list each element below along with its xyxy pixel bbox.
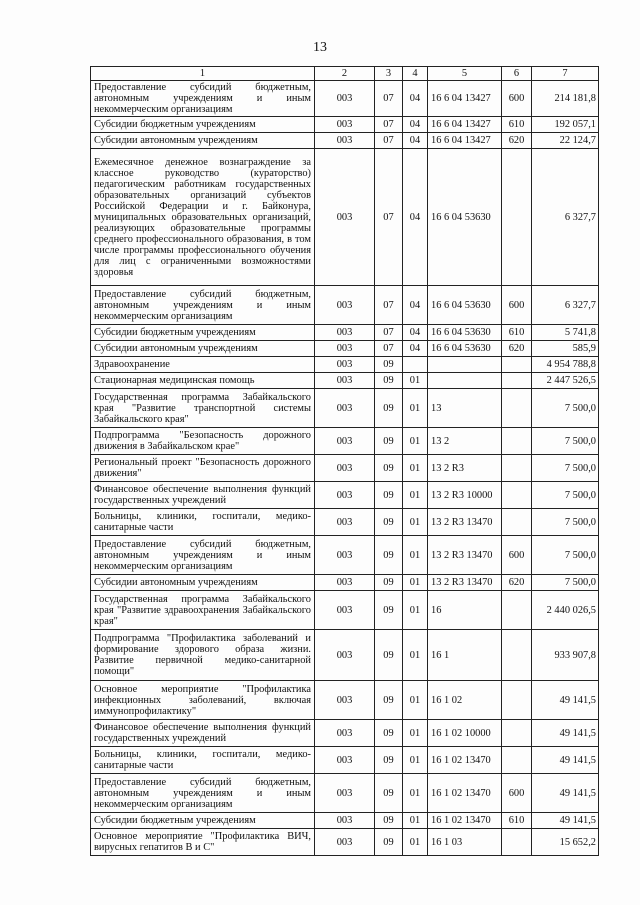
- subsection-code-cell: 01: [403, 630, 428, 681]
- amount-cell: 15 652,2: [532, 829, 599, 856]
- item-name-cell: Предоставление субсидий бюджетным, автономным учреждениям и иным некоммерческим организациям: [91, 81, 315, 117]
- ministry-code-cell: 003: [315, 720, 375, 747]
- expense-type-code-cell: 610: [502, 117, 532, 133]
- item-name-cell: Предоставление субсидий бюджетным, автономным учреждениям и иным некоммерческим организациям: [91, 774, 315, 813]
- target-article-code-cell: 16 6 04 53630: [428, 149, 502, 286]
- header-col-1: 1: [91, 67, 315, 81]
- table-row: [91, 575, 599, 591]
- section-code-cell: 07: [375, 286, 403, 325]
- amount-cell: 5 741,8: [532, 325, 599, 341]
- subsection-code-cell: 04: [403, 325, 428, 341]
- subsection-code-cell: 04: [403, 81, 428, 117]
- table-row: [91, 509, 599, 536]
- ministry-code-cell: 003: [315, 325, 375, 341]
- ministry-code-cell: 003: [315, 286, 375, 325]
- expense-type-code-cell: [502, 630, 532, 681]
- expense-type-code-cell: [502, 455, 532, 482]
- table-row: [91, 720, 599, 747]
- target-article-code-cell: 13 2 R3 10000: [428, 482, 502, 509]
- target-article-code-cell: 16 1 02 13470: [428, 813, 502, 829]
- expense-type-code-cell: [502, 829, 532, 856]
- target-article-code-cell: 16 6 04 13427: [428, 117, 502, 133]
- item-name-cell: Стационарная медицинская помощь: [91, 373, 315, 389]
- target-article-code-cell: 13 2 R3 13470: [428, 575, 502, 591]
- header-col-7: 7: [532, 67, 599, 81]
- section-code-cell: 09: [375, 774, 403, 813]
- subsection-code-cell: 04: [403, 133, 428, 149]
- table-row: [91, 341, 599, 357]
- amount-cell: 22 124,7: [532, 133, 599, 149]
- ministry-code-cell: 003: [315, 455, 375, 482]
- amount-cell: 2 447 526,5: [532, 373, 599, 389]
- item-name-cell: Финансовое обеспечение выполнения функций государственных учреждений: [91, 720, 315, 747]
- subsection-code-cell: 04: [403, 149, 428, 286]
- item-name-cell: Подпрограмма "Безопасность дорожного движения в Забайкальском крае": [91, 428, 315, 455]
- subsection-code-cell: 01: [403, 681, 428, 720]
- table-row: [91, 591, 599, 630]
- amount-cell: 2 440 026,5: [532, 591, 599, 630]
- target-article-code-cell: [428, 357, 502, 373]
- item-name-cell: Основное мероприятие "Профилактика инфекционных заболеваний, включая иммунопрофилактику": [91, 681, 315, 720]
- expense-type-code-cell: [502, 428, 532, 455]
- subsection-code-cell: 01: [403, 591, 428, 630]
- ministry-code-cell: 003: [315, 81, 375, 117]
- amount-cell: 7 500,0: [532, 482, 599, 509]
- item-name-cell: Субсидии автономным учреждениям: [91, 133, 315, 149]
- table-row: [91, 428, 599, 455]
- target-article-code-cell: 16 6 04 13427: [428, 133, 502, 149]
- target-article-code-cell: 13 2 R3 13470: [428, 536, 502, 575]
- section-code-cell: 09: [375, 389, 403, 428]
- item-name-cell: Предоставление субсидий бюджетным, автономным учреждениям и иным некоммерческим организациям: [91, 286, 315, 325]
- amount-cell: 49 141,5: [532, 774, 599, 813]
- expense-type-code-cell: 620: [502, 341, 532, 357]
- expense-type-code-cell: [502, 482, 532, 509]
- section-code-cell: 07: [375, 149, 403, 286]
- expense-type-code-cell: 620: [502, 575, 532, 591]
- target-article-code-cell: 16 6 04 53630: [428, 341, 502, 357]
- item-name-cell: Предоставление субсидий бюджетным, автономным учреждениям и иным некоммерческим организациям: [91, 536, 315, 575]
- section-code-cell: 09: [375, 630, 403, 681]
- section-code-cell: 09: [375, 373, 403, 389]
- subsection-code-cell: 01: [403, 455, 428, 482]
- expense-type-code-cell: [502, 681, 532, 720]
- item-name-cell: Государственная программа Забайкальского края "Развитие здравоохранения Забайкальского края": [91, 591, 315, 630]
- ministry-code-cell: 003: [315, 341, 375, 357]
- section-code-cell: 09: [375, 428, 403, 455]
- target-article-code-cell: 16 6 04 13427: [428, 81, 502, 117]
- ministry-code-cell: 003: [315, 536, 375, 575]
- table-row: [91, 373, 599, 389]
- item-name-cell: Субсидии бюджетным учреждениям: [91, 813, 315, 829]
- table-row: [91, 536, 599, 575]
- subsection-code-cell: 04: [403, 117, 428, 133]
- header-col-6: 6: [502, 67, 532, 81]
- expense-type-code-cell: 610: [502, 813, 532, 829]
- target-article-code-cell: [428, 373, 502, 389]
- section-code-cell: 07: [375, 81, 403, 117]
- section-code-cell: 09: [375, 509, 403, 536]
- amount-cell: 7 500,0: [532, 389, 599, 428]
- subsection-code-cell: 01: [403, 509, 428, 536]
- expense-type-code-cell: 620: [502, 133, 532, 149]
- table-header-row: [91, 67, 599, 81]
- amount-cell: 7 500,0: [532, 536, 599, 575]
- ministry-code-cell: 003: [315, 747, 375, 774]
- subsection-code-cell: 01: [403, 373, 428, 389]
- subsection-code-cell: 01: [403, 536, 428, 575]
- section-code-cell: 09: [375, 357, 403, 373]
- ministry-code-cell: 003: [315, 774, 375, 813]
- ministry-code-cell: 003: [315, 149, 375, 286]
- amount-cell: 214 181,8: [532, 81, 599, 117]
- expense-type-code-cell: [502, 747, 532, 774]
- ministry-code-cell: 003: [315, 373, 375, 389]
- item-name-cell: Субсидии автономным учреждениям: [91, 575, 315, 591]
- target-article-code-cell: 16 1 03: [428, 829, 502, 856]
- table-row: [91, 829, 599, 856]
- amount-cell: 933 907,8: [532, 630, 599, 681]
- table-row: [91, 747, 599, 774]
- target-article-code-cell: 16: [428, 591, 502, 630]
- ministry-code-cell: 003: [315, 575, 375, 591]
- table-row: [91, 630, 599, 681]
- target-article-code-cell: 16 6 04 53630: [428, 325, 502, 341]
- section-code-cell: 09: [375, 813, 403, 829]
- expense-type-code-cell: 600: [502, 81, 532, 117]
- table-row: [91, 117, 599, 133]
- section-code-cell: 09: [375, 829, 403, 856]
- ministry-code-cell: 003: [315, 630, 375, 681]
- subsection-code-cell: [403, 357, 428, 373]
- item-name-cell: Ежемесячное денежное вознаграждение за классное руководство (кураторство) педагогическим работникам государственных образовательных организаций субъектов Российской Федерации и г. Байконура, муниципальных образовательных организаций, реализующих образовательные программы среднего профессионального образования, в том числе программы профессионального обучения для лиц с ограниченными возможностями здоровья: [91, 149, 315, 286]
- header-col-4: 4: [403, 67, 428, 81]
- ministry-code-cell: 003: [315, 591, 375, 630]
- target-article-code-cell: 16 1: [428, 630, 502, 681]
- target-article-code-cell: 13 2 R3 13470: [428, 509, 502, 536]
- subsection-code-cell: 04: [403, 341, 428, 357]
- target-article-code-cell: 13 2: [428, 428, 502, 455]
- expense-type-code-cell: [502, 357, 532, 373]
- amount-cell: 585,9: [532, 341, 599, 357]
- section-code-cell: 07: [375, 341, 403, 357]
- expense-type-code-cell: [502, 373, 532, 389]
- expense-type-code-cell: [502, 720, 532, 747]
- ministry-code-cell: 003: [315, 482, 375, 509]
- subsection-code-cell: 01: [403, 389, 428, 428]
- amount-cell: 7 500,0: [532, 455, 599, 482]
- item-name-cell: Субсидии бюджетным учреждениям: [91, 325, 315, 341]
- section-code-cell: 07: [375, 133, 403, 149]
- ministry-code-cell: 003: [315, 681, 375, 720]
- section-code-cell: 09: [375, 720, 403, 747]
- expense-type-code-cell: [502, 591, 532, 630]
- expense-type-code-cell: 600: [502, 286, 532, 325]
- amount-cell: 7 500,0: [532, 428, 599, 455]
- item-name-cell: Больницы, клиники, госпитали, медико-санитарные части: [91, 747, 315, 774]
- item-name-cell: Финансовое обеспечение выполнения функций государственных учреждений: [91, 482, 315, 509]
- section-code-cell: 07: [375, 325, 403, 341]
- table-row: [91, 286, 599, 325]
- ministry-code-cell: 003: [315, 509, 375, 536]
- item-name-cell: Региональный проект "Безопасность дорожного движения": [91, 455, 315, 482]
- target-article-code-cell: 16 6 04 53630: [428, 286, 502, 325]
- item-name-cell: Подпрограмма "Профилактика заболеваний и формирование здорового образа жизни. Развитие первичной медико-санитарной помощи": [91, 630, 315, 681]
- amount-cell: 192 057,1: [532, 117, 599, 133]
- expense-type-code-cell: [502, 149, 532, 286]
- item-name-cell: Основное мероприятие "Профилактика ВИЧ, вирусных гепатитов В и С": [91, 829, 315, 856]
- section-code-cell: 09: [375, 536, 403, 575]
- ministry-code-cell: 003: [315, 117, 375, 133]
- expense-type-code-cell: [502, 389, 532, 428]
- ministry-code-cell: 003: [315, 357, 375, 373]
- target-article-code-cell: 13: [428, 389, 502, 428]
- table-row: [91, 813, 599, 829]
- subsection-code-cell: 01: [403, 747, 428, 774]
- section-code-cell: 07: [375, 117, 403, 133]
- header-col-3: 3: [375, 67, 403, 81]
- ministry-code-cell: 003: [315, 813, 375, 829]
- section-code-cell: 09: [375, 681, 403, 720]
- table-row: [91, 681, 599, 720]
- target-article-code-cell: 16 1 02 13470: [428, 747, 502, 774]
- expense-type-code-cell: 610: [502, 325, 532, 341]
- table-row: [91, 455, 599, 482]
- amount-cell: 49 141,5: [532, 720, 599, 747]
- section-code-cell: 09: [375, 747, 403, 774]
- expense-type-code-cell: [502, 509, 532, 536]
- ministry-code-cell: 003: [315, 428, 375, 455]
- expense-type-code-cell: 600: [502, 774, 532, 813]
- header-col-5: 5: [428, 67, 502, 81]
- amount-cell: 49 141,5: [532, 681, 599, 720]
- expense-type-code-cell: 600: [502, 536, 532, 575]
- section-code-cell: 09: [375, 455, 403, 482]
- amount-cell: 6 327,7: [532, 149, 599, 286]
- amount-cell: 7 500,0: [532, 509, 599, 536]
- table-row: [91, 774, 599, 813]
- table-row: [91, 149, 599, 286]
- subsection-code-cell: 01: [403, 482, 428, 509]
- subsection-code-cell: 01: [403, 813, 428, 829]
- budget-table: [90, 66, 599, 856]
- table-row: [91, 482, 599, 509]
- target-article-code-cell: 13 2 R3: [428, 455, 502, 482]
- table-row: [91, 325, 599, 341]
- ministry-code-cell: 003: [315, 829, 375, 856]
- subsection-code-cell: 01: [403, 774, 428, 813]
- header-col-2: 2: [315, 67, 375, 81]
- amount-cell: 6 327,7: [532, 286, 599, 325]
- item-name-cell: Субсидии бюджетным учреждениям: [91, 117, 315, 133]
- subsection-code-cell: 01: [403, 829, 428, 856]
- target-article-code-cell: 16 1 02: [428, 681, 502, 720]
- item-name-cell: Больницы, клиники, госпитали, медико-санитарные части: [91, 509, 315, 536]
- amount-cell: 7 500,0: [532, 575, 599, 591]
- subsection-code-cell: 01: [403, 575, 428, 591]
- target-article-code-cell: 16 1 02 13470: [428, 774, 502, 813]
- table-row: [91, 389, 599, 428]
- ministry-code-cell: 003: [315, 389, 375, 428]
- section-code-cell: 09: [375, 482, 403, 509]
- amount-cell: 4 954 788,8: [532, 357, 599, 373]
- section-code-cell: 09: [375, 591, 403, 630]
- table-row: [91, 357, 599, 373]
- item-name-cell: Государственная программа Забайкальского края "Развитие транспортной системы Забайкальского края": [91, 389, 315, 428]
- section-code-cell: 09: [375, 575, 403, 591]
- item-name-cell: Субсидии автономным учреждениям: [91, 341, 315, 357]
- table-row: [91, 81, 599, 117]
- subsection-code-cell: 04: [403, 286, 428, 325]
- table-row: [91, 133, 599, 149]
- page-number: 13: [313, 40, 327, 55]
- amount-cell: 49 141,5: [532, 813, 599, 829]
- target-article-code-cell: 16 1 02 10000: [428, 720, 502, 747]
- item-name-cell: Здравоохранение: [91, 357, 315, 373]
- subsection-code-cell: 01: [403, 428, 428, 455]
- ministry-code-cell: 003: [315, 133, 375, 149]
- subsection-code-cell: 01: [403, 720, 428, 747]
- amount-cell: 49 141,5: [532, 747, 599, 774]
